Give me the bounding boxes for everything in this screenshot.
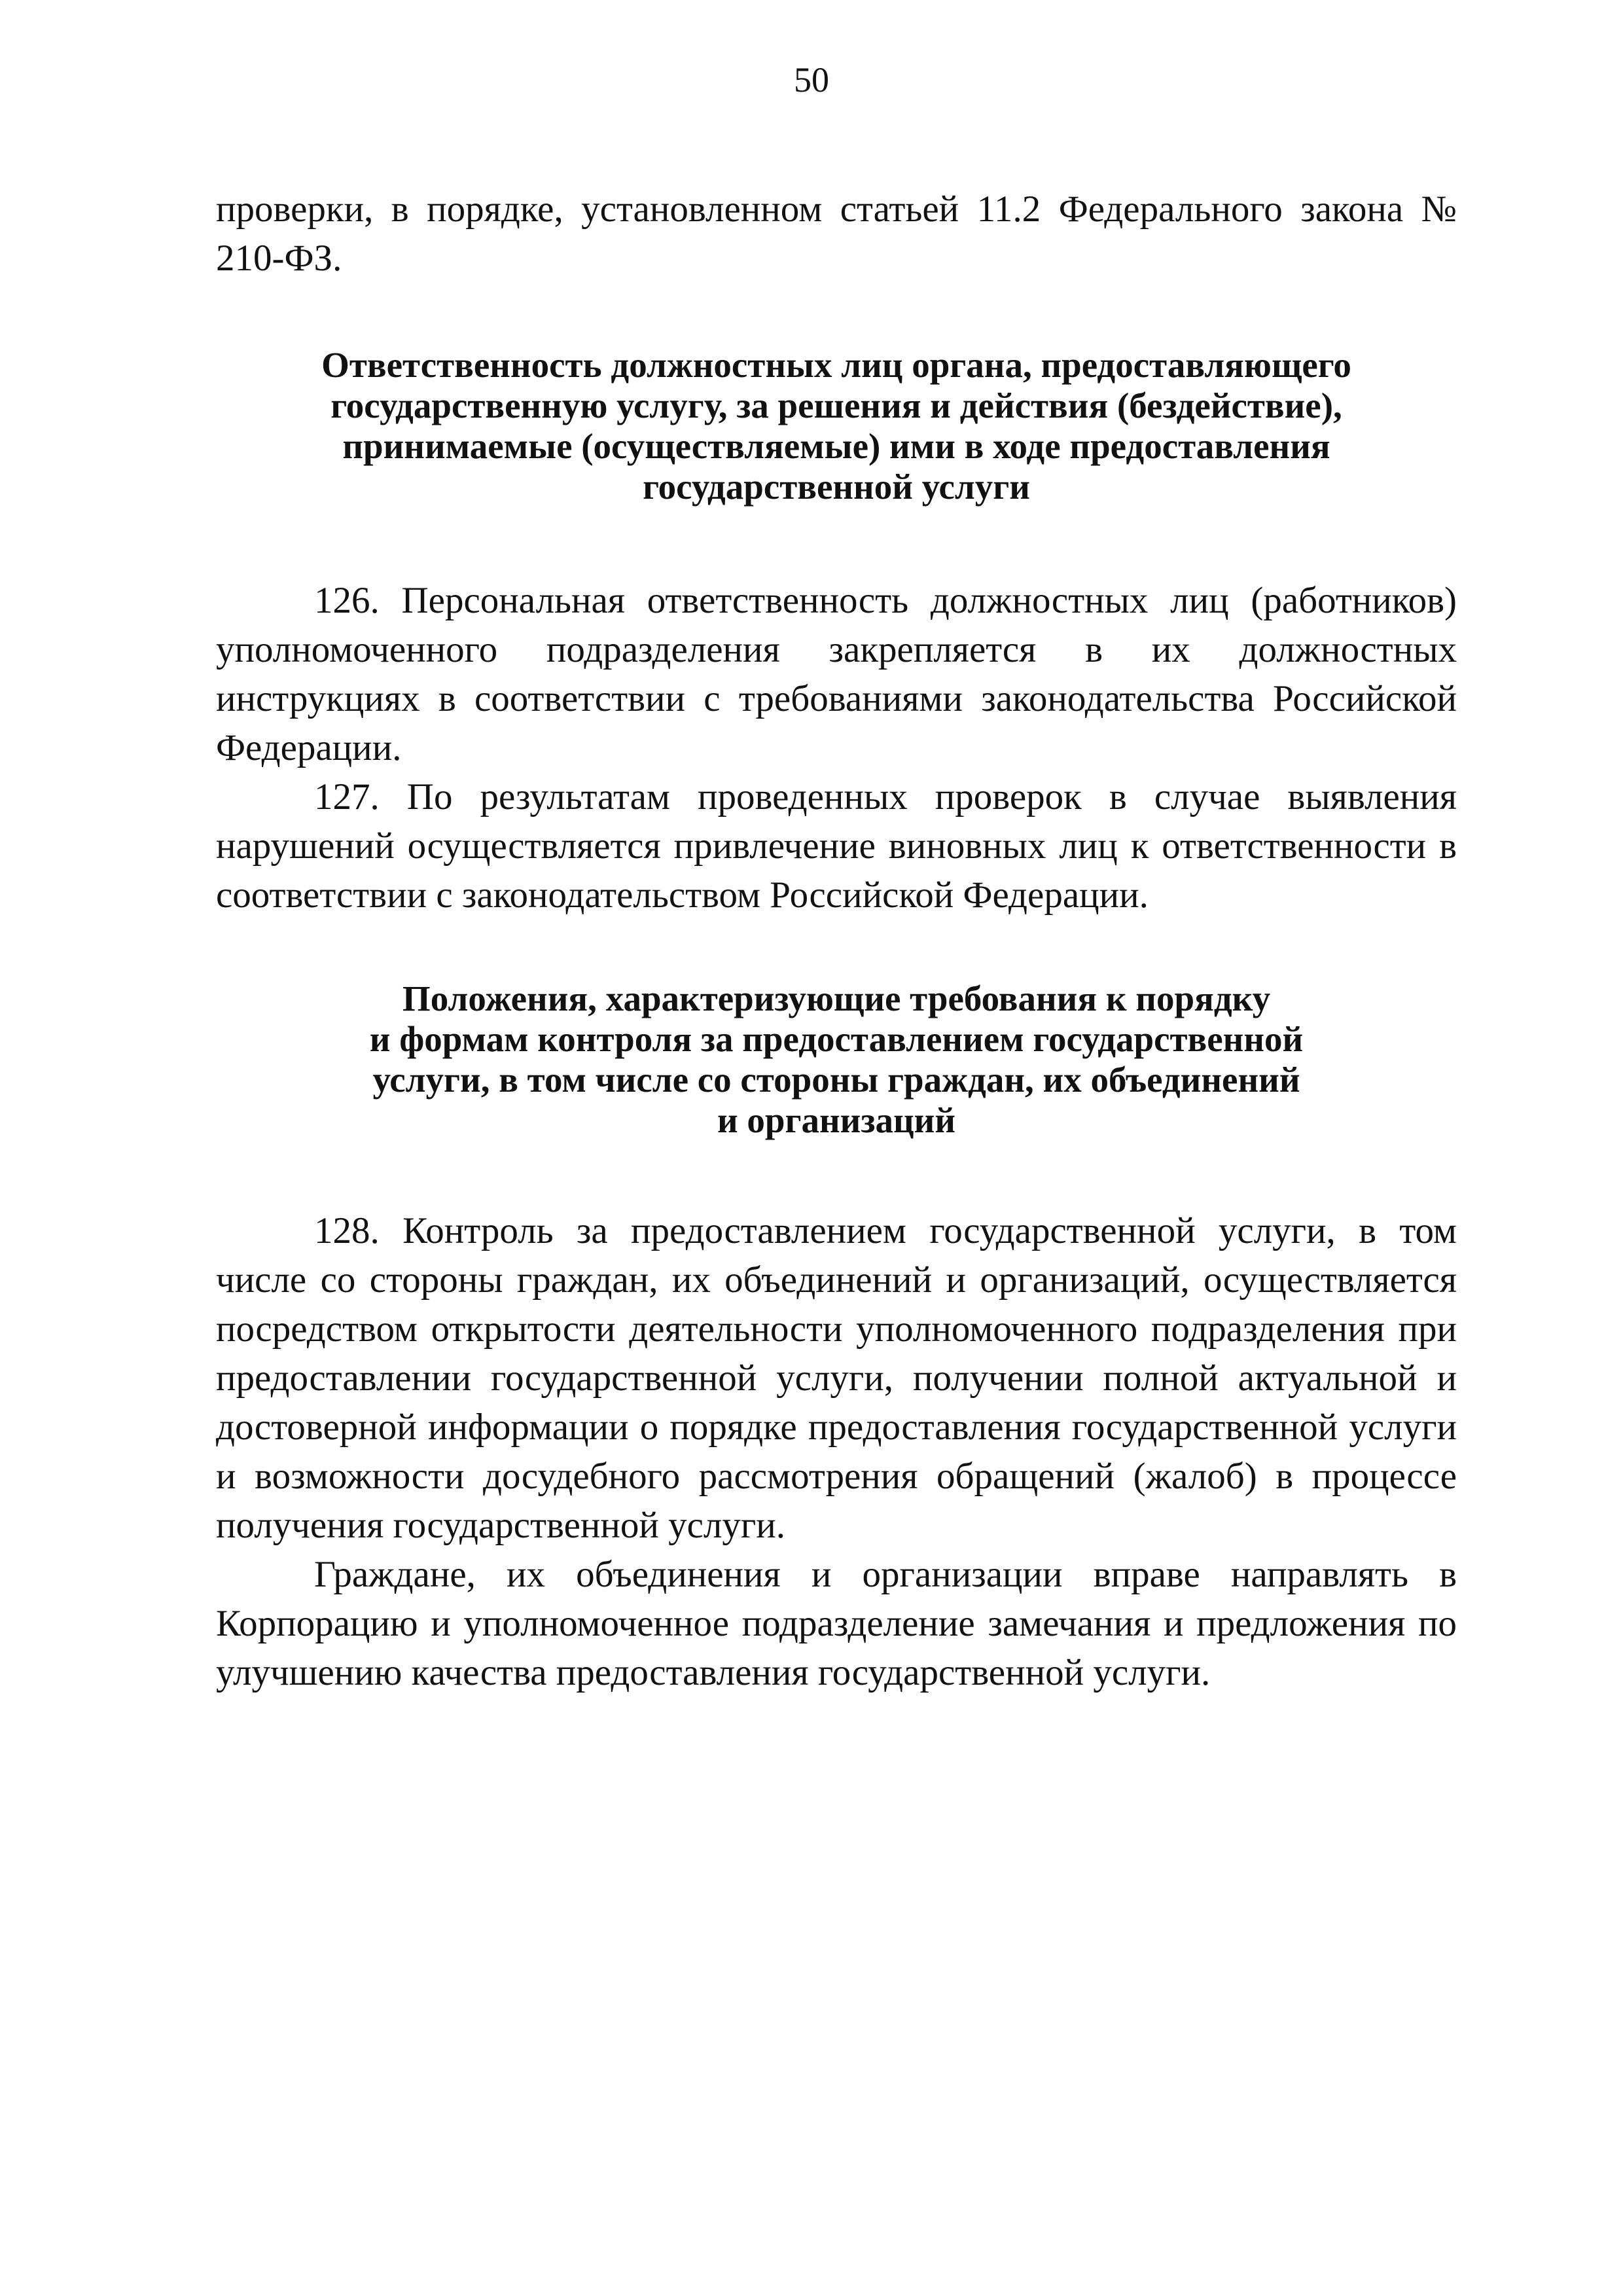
heading-line: государственной услуги xyxy=(643,467,1030,507)
paragraph-127: 127. По результатам проведенных проверок в случае выявления нарушений осуществляется привлечение виновных лиц к ответственности в соответствии с законодательством Российской Федерации. xyxy=(216,776,1457,916)
heading-line: Положения, характеризующие требования к порядку xyxy=(402,978,1271,1018)
intro-paragraph: проверки, в порядке, установленном статьей 11.2 Федерального закона № 210-ФЗ. xyxy=(216,188,1457,279)
heading-line: Ответственность должностных лиц органа, предоставляющего xyxy=(321,345,1351,385)
heading-line: и формам контроля за предоставлением государственной xyxy=(369,1019,1304,1059)
section-heading-control-provisions xyxy=(216,978,1457,1141)
section-heading-responsibility xyxy=(216,345,1457,507)
paragraph-126: 126. Персональная ответственность должностных лиц (работников) уполномоченного подразделения закрепляется в их должностных инструкциях в соответствии с требованиями законодательства Российской Федерации. xyxy=(216,580,1457,768)
page-number: 50 xyxy=(794,60,829,99)
paragraph-128: 128. Контроль за предоставлением государственной услуги, в том числе со стороны граждан, их объединений и организаций, осуществляется посредством открытости деятельности уполномоченного подразделения при предоставлении государственной услуги, получении полной актуальной и достоверной информации о порядке предоставления государственной услуги и возможности досудебного рассмотрения обращений (жалоб) в процессе получения государственной услуги. xyxy=(216,1210,1457,1546)
document-body xyxy=(216,185,1457,1697)
heading-line: и организаций xyxy=(717,1100,956,1140)
heading-line: принимаемые (осуществляемые) ими в ходе предоставления xyxy=(342,426,1330,466)
paragraph-citizens: Граждане, их объединения и организации вправе направлять в Корпорацию и уполномоченное подразделение замечания и предложения по улучшению качества предоставления государственной услуги. xyxy=(216,1554,1457,1693)
heading-line: услуги, в том числе со стороны граждан, их объединений xyxy=(372,1060,1300,1100)
heading-line: государственную услугу, за решения и действия (бездействие), xyxy=(330,386,1342,425)
